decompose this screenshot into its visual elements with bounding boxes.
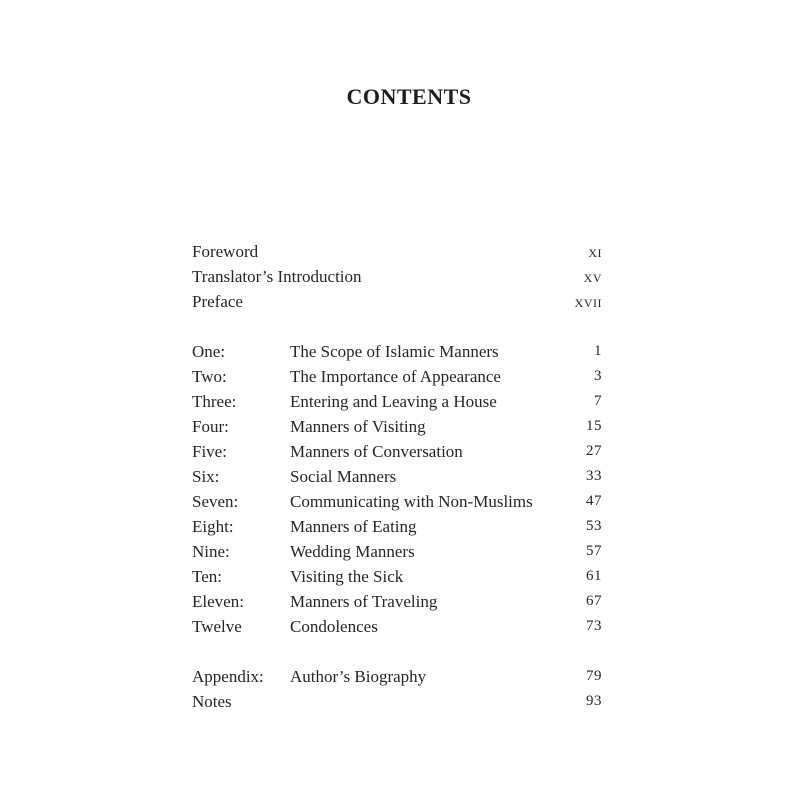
toc-entry-chapter-2 xyxy=(192,364,604,389)
chapter-number: Nine: xyxy=(192,542,230,561)
chapter-title: Visiting the Sick xyxy=(290,567,404,586)
chapter-title: Communicating with Non-Muslims xyxy=(290,492,533,511)
toc-entry-chapter-3 xyxy=(192,389,604,414)
entry-page: 93 xyxy=(586,693,602,709)
chapter-number: Five: xyxy=(192,442,227,461)
chapter-number: Six: xyxy=(192,467,220,486)
toc-entry-notes xyxy=(192,689,604,714)
toc-entry-chapter-8 xyxy=(192,514,604,539)
chapter-title: Manners of Traveling xyxy=(290,592,438,611)
toc-entry-chapter-9 xyxy=(192,539,604,564)
chapter-title: Social Manners xyxy=(290,467,397,486)
entry-page: 73 xyxy=(586,618,602,634)
chapter-number: Eight: xyxy=(192,517,234,536)
entry-page: xi xyxy=(588,242,602,261)
entry-page: 1 xyxy=(594,343,602,359)
chapter-title: The Scope of Islamic Manners xyxy=(290,342,499,361)
entry-page: 15 xyxy=(586,418,602,434)
chapter-title: Entering and Leaving a House xyxy=(290,392,497,411)
chapter-title: Manners of Visiting xyxy=(290,417,426,436)
entry-title: Author’s Biography xyxy=(290,667,427,686)
chapter-number: One: xyxy=(192,342,226,361)
entry-title: Translator’s Introduction xyxy=(192,267,362,286)
chapter-list xyxy=(192,339,604,639)
toc-entry-chapter-10 xyxy=(192,564,604,589)
chapter-title: The Importance of Appearance xyxy=(290,367,501,386)
entry-title: Foreword xyxy=(192,242,259,261)
toc-entry-translators-introduction xyxy=(192,264,604,289)
back-matter-list xyxy=(192,664,604,714)
entry-title: Preface xyxy=(192,292,243,311)
entry-page: 53 xyxy=(586,518,602,534)
toc-entry-chapter-1 xyxy=(192,339,604,364)
entry-page: 33 xyxy=(586,468,602,484)
entry-page: 79 xyxy=(586,668,602,684)
toc-entry-preface xyxy=(192,289,604,314)
toc-entry-chapter-11 xyxy=(192,589,604,614)
chapter-number: Twelve xyxy=(192,617,242,636)
chapter-number: Four: xyxy=(192,417,229,436)
entry-label: Appendix: xyxy=(192,667,264,686)
entry-page: 47 xyxy=(586,493,602,509)
chapter-number: Ten: xyxy=(192,567,222,586)
toc-entry-chapter-5 xyxy=(192,439,604,464)
entry-page: 3 xyxy=(594,368,602,384)
chapter-number: Three: xyxy=(192,392,237,411)
chapter-title: Condolences xyxy=(290,617,378,636)
entry-page: xv xyxy=(583,267,602,286)
chapter-number: Eleven: xyxy=(192,592,244,611)
toc-entry-chapter-6 xyxy=(192,464,604,489)
toc-entry-chapter-4 xyxy=(192,414,604,439)
entry-page: 27 xyxy=(586,443,602,459)
entry-page: 61 xyxy=(586,568,602,584)
toc-entry-chapter-7 xyxy=(192,489,604,514)
toc-entry-foreword xyxy=(192,239,604,264)
chapter-number: Seven: xyxy=(192,492,239,511)
toc-entry-appendix xyxy=(192,664,604,689)
entry-page: xvii xyxy=(574,292,602,311)
chapter-title: Manners of Conversation xyxy=(290,442,463,461)
chapter-number: Two: xyxy=(192,367,227,386)
entry-page: 7 xyxy=(594,393,602,409)
entry-page: 57 xyxy=(586,543,602,559)
toc-entry-chapter-12 xyxy=(192,614,604,639)
chapter-title: Wedding Manners xyxy=(290,542,415,561)
front-matter-list xyxy=(192,239,604,314)
entry-label: Notes xyxy=(192,692,232,711)
page-title: CONTENTS xyxy=(346,84,472,109)
entry-page: 67 xyxy=(586,593,602,609)
chapter-title: Manners of Eating xyxy=(290,517,417,536)
